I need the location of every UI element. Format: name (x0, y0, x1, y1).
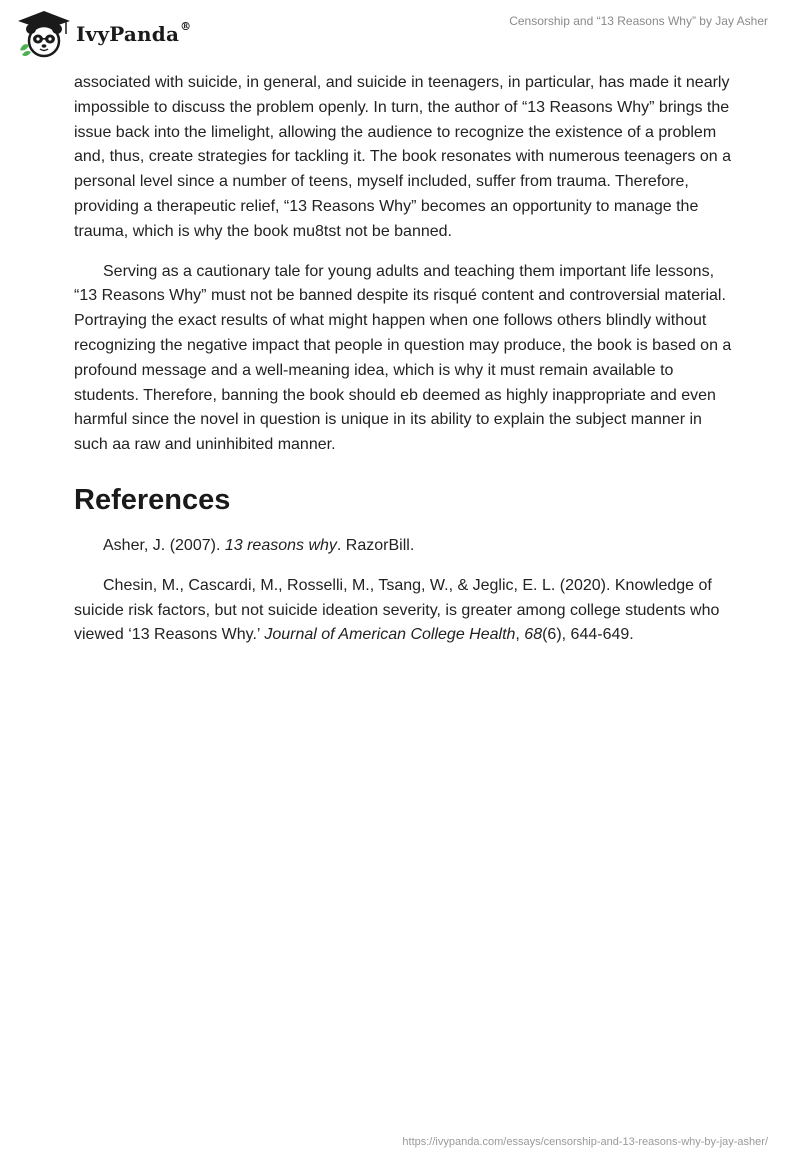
source-url-link[interactable]: https://ivypanda.com/essays/censorship-and-13-reasons-why-by-jay-asher/ (402, 1136, 768, 1148)
reference-journal: Journal of American College Health (264, 626, 516, 644)
reference-text: Asher, J. (2007). (103, 536, 225, 554)
reference-text: Chesin, M., Cascardi, M., Rosselli, M., Tsang, W., & Jeglic, E. L. (2020). Knowledge of suicide risk factors, but not suicide ideation severity, is greater among college students who viewed ‘13 Reasons Why.’ (74, 576, 720, 644)
reference-item (74, 534, 734, 559)
reference-text: . RazorBill. (336, 536, 415, 554)
registered-mark: ® (180, 20, 192, 33)
body-paragraph: associated with suicide, in general, and suicide in teenagers, in particular, has made it nearly impossible to discuss the problem openly. In turn, the author of “13 Reasons Why” brings the issue back into the limelight, allowing the audience to recognize the existence of a problem and, thus, create strategies for tackling it. The book resonates with numerous teenagers on a personal level since a number of teens, myself included, suffer from trauma. Therefore, providing a therapeutic relief, “13 Reasons Why” becomes an opportunity to manage the trauma, which is why the book mu8tst not be banned. (74, 74, 731, 240)
essay-content (74, 71, 734, 663)
running-title: Censorship and “13 Reasons Why” by Jay Asher (509, 14, 768, 28)
references-heading: References (74, 483, 231, 516)
reference-book-title: 13 reasons why (224, 536, 337, 554)
panda-graduate-icon (14, 8, 74, 60)
page-header (0, 0, 800, 70)
reference-volume: 68 (524, 626, 543, 644)
references-list (74, 534, 734, 648)
reference-item (74, 574, 734, 648)
reference-text: , (515, 626, 525, 644)
body-paragraph: Serving as a cautionary tale for young adults and teaching them important life lessons, “13 Reasons Why” must not be banned despite its risqué content and controversial material. Portraying the exact results of what might happen when one follows others blindly without recognizing the negative impact that people in question may produce, the book is based on a profound message and a well-meaning idea, which is why it must remain available to students. Therefore, banning the book should eb deemed as highly inappropriate and even harmful since the novel in question is unique in its ability to explain the subject manner in such aa raw and uninhibited manner. (74, 262, 732, 454)
logo-text: IvyPanda® (76, 20, 192, 46)
ivypanda-logo[interactable] (14, 8, 214, 60)
reference-text: (6), 644-649. (542, 626, 634, 644)
